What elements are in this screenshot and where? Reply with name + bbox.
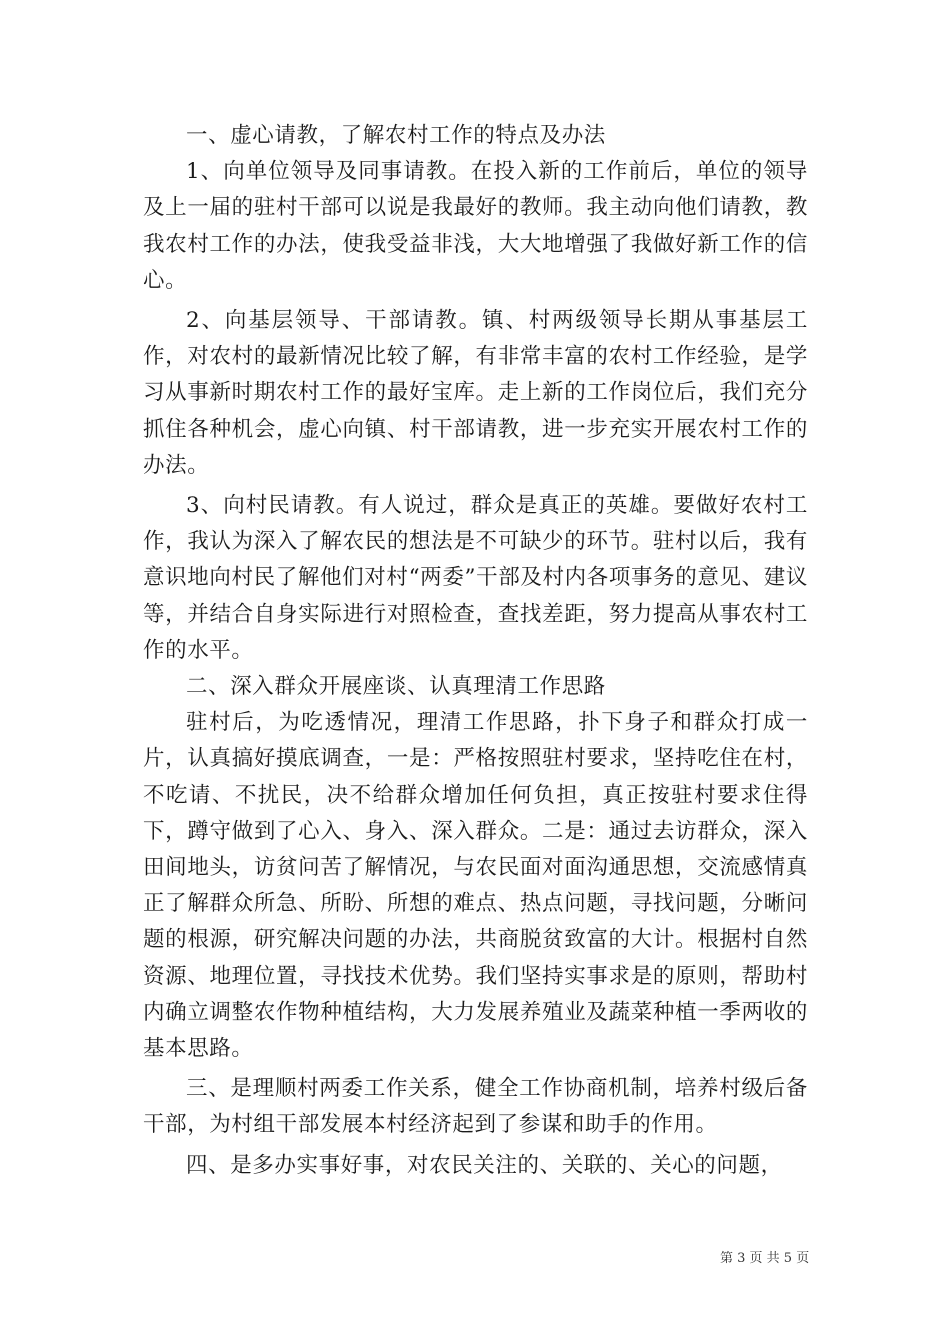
paragraph-6: 四、是多办实事好事，对农民关注的、关联的、关心的问题， <box>186 1152 783 1178</box>
section-heading-2: 二、深入群众开展座谈、认真理清工作思路 <box>186 674 606 700</box>
paragraph-4: 驻村后，为吃透情况，理清工作思路，扑下身子和群众打成一片，认真搞好摸底调查，一是：严格按照驻村要求，坚持吃住在村，不吃请、不扰民，决不给群众增加任何负担，真正按驻村要求住得下，蹲守做到了心入、身入、深入群众。二是：通过去访群众，深入田间地头，访贫问苦了解情况，与农民面对面沟通思想，交流感情真正了解群众所急、所盼、所想的难点、热点问题，寻找问题，分晰问题的根源，研究解决问题的办法，共商脱贫致富的大计。根据村自然资源、地理位置，寻找技术优势。我们坚持实事求是的原则，帮助村内确立调整农作物种植结构，大力发展养殖业及蔬菜种植一季两收的基本思路。 <box>143 710 808 1062</box>
section-heading-1: 一、虚心请教，了解农村工作的特点及办法 <box>186 123 606 148</box>
page-number-footer: 第 3 页 共 5 页 <box>720 1251 810 1266</box>
document-body <box>143 118 808 1184</box>
paragraph-1: 1、向单位领导及同事请教。在投入新的工作前后，单位的领导及上一届的驻村干部可以说是我最好的教师。我主动向他们请教，教我农村工作的办法，使我受益非浅，大大地增强了我做好新工作的信心。 <box>143 159 808 293</box>
paragraph-3: 3、向村民请教。有人说过，群众是真正的英雄。要做好农村工作，我认为深入了解农民的想法是不可缺少的环节。驻村以后，我有意识地向村民了解他们对村“两委”干部及村内各项事务的意见、建议等，并结合自身实际进行对照检查，查找差距，努力提高从事农村工作的水平。 <box>143 493 808 663</box>
paragraph-2: 2、向基层领导、干部请教。镇、村两级领导长期从事基层工作，对农村的最新情况比较了解，有非常丰富的农村工作经验，是学习从事新时期农村工作的最好宝库。走上新的工作岗位后，我们充分抓住各种机会，虚心向镇、村干部请教，进一步充实开展农村工作的办法。 <box>143 308 808 478</box>
paragraph-5: 三、是理顺村两委工作关系，健全工作协商机制，培养村级后备干部，为村组干部发展本村经济起到了参谋和助手的作用。 <box>143 1076 808 1138</box>
